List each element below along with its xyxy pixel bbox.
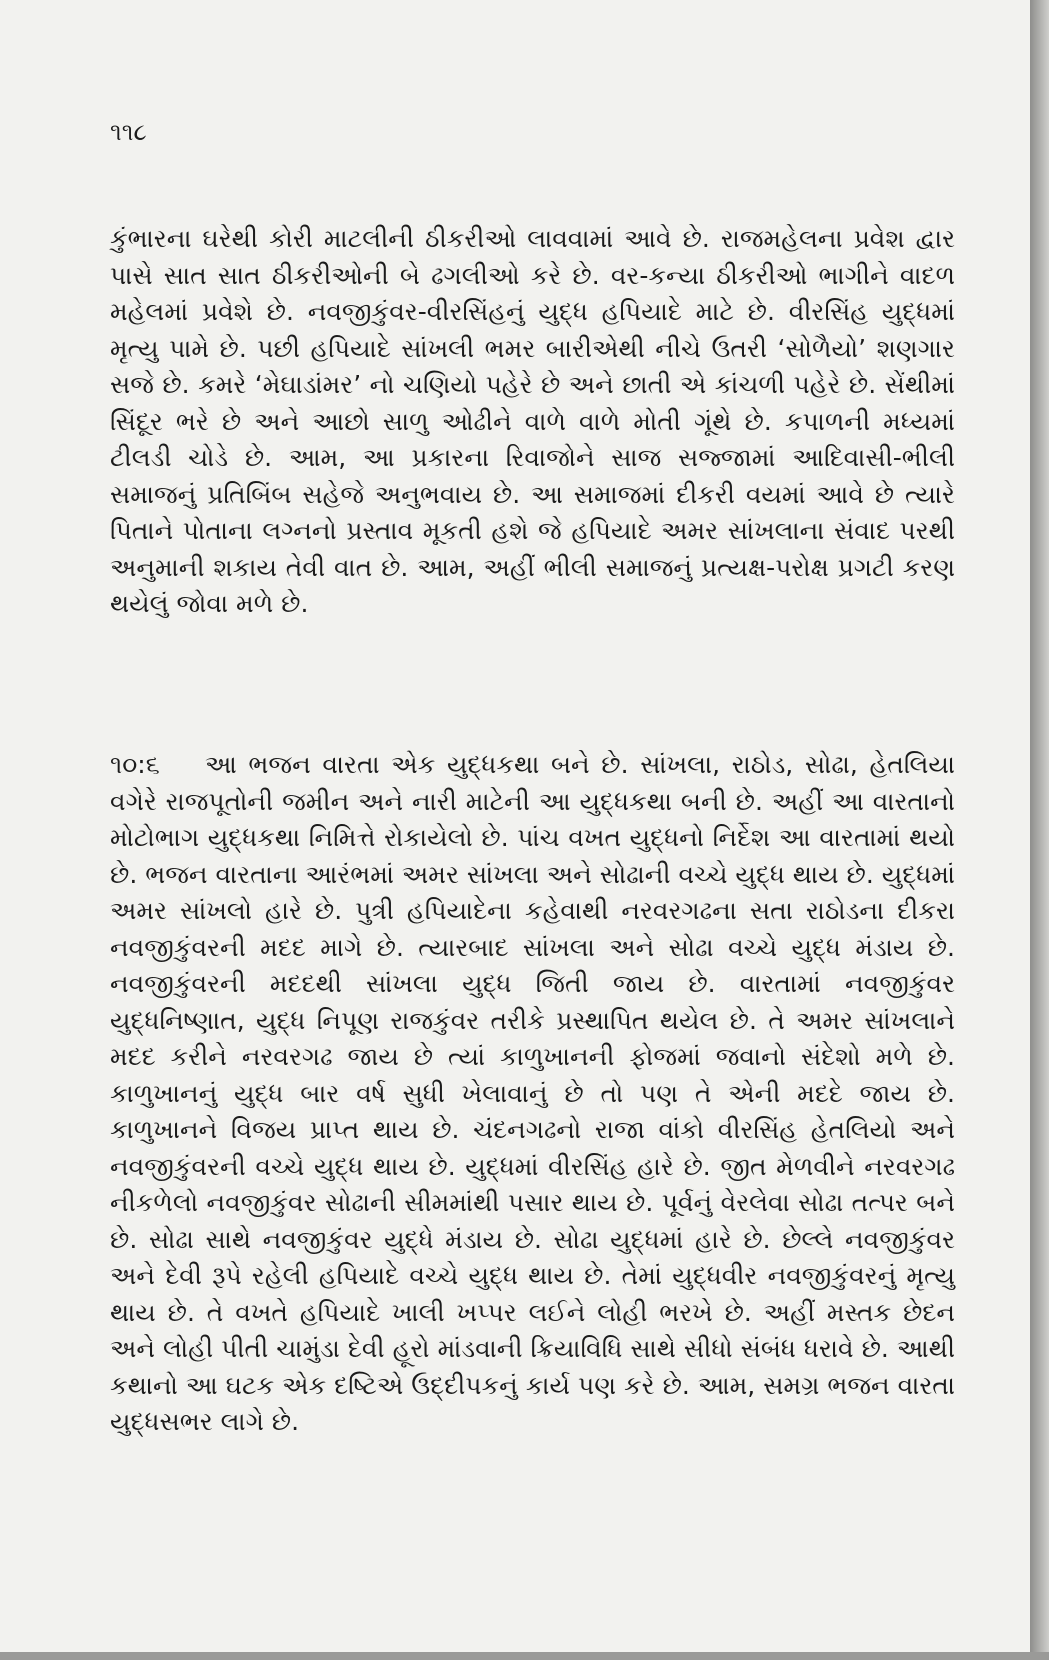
page-edge-bottom — [0, 1652, 1049, 1660]
page-edge-right — [1030, 0, 1049, 1660]
paragraph-2-text: આ ભજન વારતા એક યુદ્ધકથા બને છે. સાંખલા, રાઠોડ, સોઢા, હેતલિયા વગેરે રાજપૂતોની જમીન અને નારી માટેની આ યુદ્ધકથા બની છે. અહીં આ વારતાનો મોટોભાગ યુદ્ધકથા નિમિત્તે રોકાયેલો છે. પાંચ વખત યુદ્ધનો નિર્દેશ આ વારતામાં થયો છે. ભજન વારતાના આરંભમાં અમર સાંખલા અને સોઢાની વચ્ચે યુદ્ધ થાય છે. યુદ્ધમાં અમર સાંખલો હારે છે. પુત્રી હપિયાદેના કહેવાથી નરવરગઢના સતા રાઠોડના દીકરા નવજીકુંવરની મદદ માગે છે. ત્યારબાદ સાંખલા અને સોઢા વચ્ચે યુદ્ધ મંડાય છે. નવજીકુંવરની મદદથી સાંખલા યુદ્ધ જિતી જાય છે. વારતામાં નવજીકુંવર યુદ્ધનિષ્ણાત, યુદ્ધ નિપૂણ રાજકુંવર તરીકે પ્રસ્થાપિત થયેલ છે. તે અમર સાંખલાને મદદ કરીને નરવરગઢ જાય છે ત્યાં કાળુખાનની ફોજમાં જવાનો સંદેશો મળે છે. કાળુખાનનું યુદ્ધ બાર વર્ષ સુધી ખેલાવાનું છે તો પણ તે એની મદદે જાય છે. કાળુખાનને વિજય પ્રાપ્ત થાય છે. ચંદનગઢનો રાજા વાંકો વીરસિંહ હેતલિયો અને નવજીકુંવરની વચ્ચે યુદ્ધ થાય છે. યુદ્ધમાં વીરસિંહ હારે છે. જીત મેળવીને નરવરગઢ નીકળેલો નવજીકુંવર સોઢાની સીમમાંથી પસાર થાય છે. પૂર્વનું વેરલેવા સોઢા તત્પર બને છે. સોઢા સાથે નવજીકુંવર યુદ્ધે મંડાય છે. સોઢા યુદ્ધમાં હારે છે. છેલ્લે નવજીકુંવર અને દેવી રૂપે રહેલી હપિયાદે વચ્ચે યુદ્ધ થાય છે. તેમાં યુદ્ધવીર નવજીકુંવરનું મૃત્યુ થાય છે. તે વખતે હપિયાદે ખાલી ખપ્પર લઈને લોહી ભરખે છે. અહીં મસ્તક છેદન અને લોહી પીતી ચામુંડા દેવી હૂરો માંડવાની ક્રિયાવિધિ સાથે સીધો સંબંધ ધરાવે છે. આથી કથાનો આ ઘટક એક દષ્ટિએ ઉદ્દીપકનું કાર્ય પણ કરે છે. આમ, સમગ્ર ભજન વારતા યુદ્ધસભર લાગે છે. — [110, 750, 955, 1436]
page-number: ૧૧૮ — [110, 118, 147, 146]
paragraph-2 — [110, 747, 955, 1441]
section-number: ૧૦:૬ — [110, 750, 160, 779]
paragraph-1: કુંભારના ઘરેથી કોરી માટલીની ઠીકરીઓ લાવવામાં આવે છે. રાજમહેલના પ્રવેશ દ્વાર પાસે સાત સાત ઠીકરીઓની બે ઢગલીઓ કરે છે. વર-કન્યા ઠીકરીઓ ભાગીને વાદળ મહેલમાં પ્રવેશે છે. નવજીકુંવર-વીરસિંહનું યુદ્ધ હપિયાદે માટે છે. વીરસિંહ યુદ્ધમાં મૃત્યુ પામે છે. પછી હપિયાદે સાંખલી ભમર બારીએથી નીચે ઉતરી ‘સોળૈયો’ શણગાર સજે છે. કમરે ‘મેઘાડાંમર’ નો ચણિયો પહેરે છે અને છાતી એ કાંચળી પહેરે છે. સેંથીમાં સિંદૂર ભરે છે અને આછો સાળુ ઓઢીને વાળે વાળે મોતી ગૂંથે છે. કપાળની મધ્યમાં ટીલડી ચોડે છે. આમ, આ પ્રકારના રિવાજોને સાજ સજ્જામાં આદિવાસી-ભીલી સમાજનું પ્રતિબિંબ સહેજે અનુભવાય છે. આ સમાજમાં દીકરી વયમાં આવે છે ત્યારે પિતાને પોતાના લગ્નનો પ્રસ્તાવ મૂકતી હશે જે હપિયાદે અમર સાંખલાના સંવાદ પરથી અનુમાની શકાય તેવી વાત છે. આમ, અહીં ભીલી સમાજનું પ્રત્યક્ષ-પરોક્ષ પ્રગટી કરણ થયેલું જોવા મળે છે. — [110, 224, 955, 618]
